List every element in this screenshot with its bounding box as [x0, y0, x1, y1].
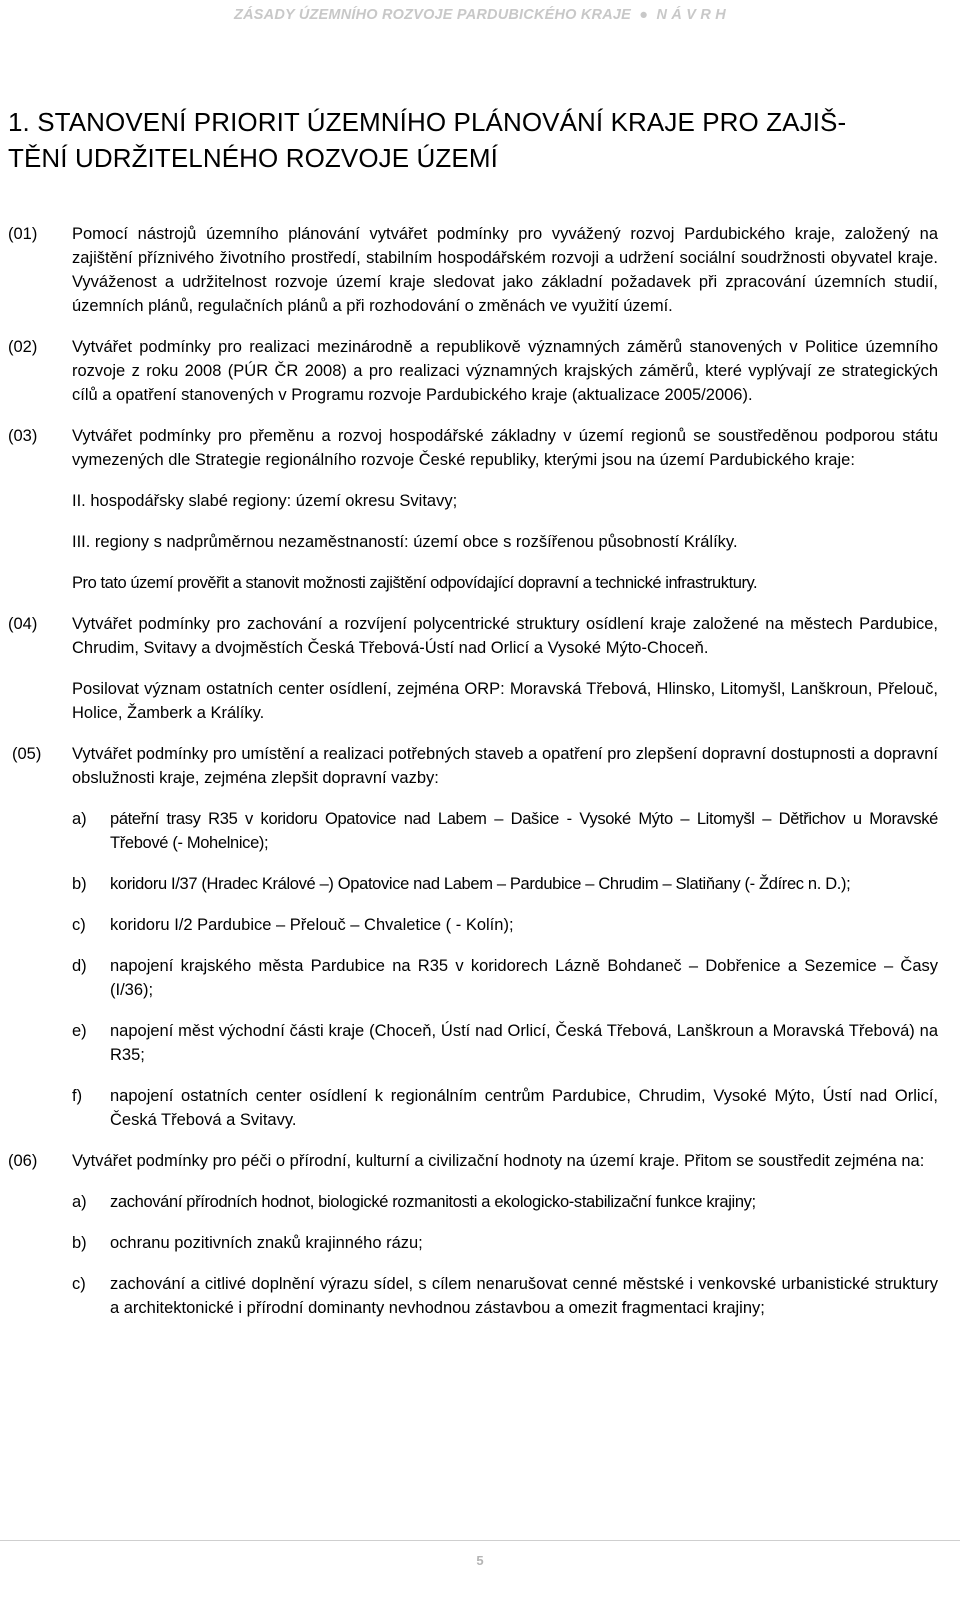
item-text: Vytvářet podmínky pro přeměnu a rozvoj hospodářské základny v území regionů se soustředěnou podporou státu vymezených dle Strategie regionálního rozvoje České republiky, kterými jsou na území Pardubického kraje: — [72, 427, 938, 469]
running-header — [0, 7, 960, 23]
chapter-title-line-2: TĚNÍ UDRŽITELNÉHO ROZVOJE ÚZEMÍ — [8, 143, 498, 173]
sub-item-letter: e) — [72, 1022, 87, 1040]
item-number: (03) — [8, 427, 38, 445]
sub-item-text: ochranu pozitivních znaků krajinného rázu; — [110, 1234, 423, 1252]
chapter-title — [8, 104, 928, 176]
sub-item-text: koridoru I/37 (Hradec Králové –) Opatovice nad Labem – Pardubice – Chrudim – Slatiňany (- Ždírec n. D.); — [110, 875, 851, 893]
item-number: (06) — [8, 1152, 38, 1170]
sub-item-f — [72, 1084, 938, 1132]
item-subline-infrastructure: Pro tato území prověřit a stanovit možnosti zajištění odpovídající dopravní a technické infrastruktury. — [72, 574, 758, 592]
sub-item-a — [72, 1190, 938, 1214]
sub-item-text: napojení měst východní části kraje (Choceň, Ústí nad Orlicí, Česká Třebová, Lanškroun a Moravská Třebová) na R35; — [110, 1022, 938, 1064]
sub-item-e — [72, 1019, 938, 1067]
sub-item-d — [72, 954, 938, 1002]
sub-item-c — [72, 1272, 938, 1320]
item-text: Pomocí nástrojů územního plánování vytvářet podmínky pro vyvážený rozvoj Pardubického kraje, založený na zajištění příznivého životního prostředí, stabilním hospodářském rozvoji a udržení sociální soudržnosti obyvatel kraje. Vyváženost a udržitelnost rozvoje území kraje sledovat jako základní požadavek při zpracování územních studií, územních plánů, regulačních plánů a při rozhodování o změnách ve využití území. — [72, 225, 938, 315]
document-body — [0, 222, 960, 1320]
priority-item-03 — [0, 424, 960, 595]
footer-divider — [0, 1540, 960, 1541]
item-text-2: Posilovat význam ostatních center osídlení, zejména ORP: Moravská Třebová, Hlinsko, Litomyšl, Lanškroun, Přelouč, Holice, Žamberk a Králíky. — [72, 680, 938, 722]
sub-item-c — [72, 913, 938, 937]
sub-item-text: páteřní trasy R35 v koridoru Opatovice nad Labem – Dašice - Vysoké Mýto – Litomyšl – Dětřichov u Moravské Třebové (- Mohelnice); — [110, 810, 938, 852]
item-text: Vytvářet podmínky pro realizaci mezinárodně a republikově významných záměrů stanovených v Politice územního rozvoje z roku 2008 (PÚR ČR 2008) a pro realizaci významných krajských záměrů, které vyplývají ze strategických cílů a opatření stanovených v Programu rozvoje Pardubického kraje (aktualizace 2005/2006). — [72, 338, 938, 404]
item-number: (04) — [8, 615, 38, 633]
item-subline-region-ii: II. hospodářsky slabé regiony: území okresu Svitavy; — [72, 492, 458, 510]
sub-item-b — [72, 1231, 938, 1255]
chapter-title-line-1: 1. STANOVENÍ PRIORIT ÚZEMNÍHO PLÁNOVÁNÍ KRAJE PRO ZAJIŠ- — [8, 107, 847, 137]
priority-item-02 — [0, 335, 960, 407]
sub-item-text: napojení krajského města Pardubice na R35 v koridorech Lázně Bohdaneč – Dobřenice a Sezemice – Časy (I/36); — [110, 957, 938, 999]
sub-item-text: zachování přírodních hodnot, biologické rozmanitosti a ekologicko-stabilizační funkce krajiny; — [110, 1193, 756, 1211]
priority-item-05 — [0, 742, 960, 1132]
item-text: Vytvářet podmínky pro umístění a realizaci potřebných staveb a opatření pro zlepšení dopravní dostupnosti a dopravní obslužnosti kraje, zejména zlepšit dopravní vazby: — [72, 745, 938, 787]
item-text: Vytvářet podmínky pro zachování a rozvíjení polycentrické struktury osídlení kraje založené na městech Pardubice, Chrudim, Svitavy a dvojměstích Česká Třebová-Ústí nad Orlicí a Vysoké Mýto-Choceň. — [72, 615, 938, 657]
sub-item-b — [72, 872, 938, 896]
item-number: (05) — [12, 745, 42, 763]
document-title: ZÁSADY ÚZEMNÍHO ROZVOJE PARDUBICKÉHO KRAJE — [234, 7, 632, 23]
sub-item-letter: d) — [72, 957, 87, 975]
item-subline-region-iii: III. regiony s nadprůměrnou nezaměstnaností: území obce s rozšířenou působností Králíky. — [72, 533, 738, 551]
sub-item-letter: b) — [72, 875, 87, 893]
document-status: N Á V R H — [656, 7, 726, 23]
page-number: 5 — [476, 1553, 484, 1568]
priority-item-04 — [0, 612, 960, 725]
sub-item-a — [72, 807, 938, 855]
sub-item-letter: a) — [72, 810, 87, 828]
sub-item-letter: c) — [72, 916, 86, 934]
sub-item-letter: b) — [72, 1234, 87, 1252]
sub-item-letter: c) — [72, 1275, 86, 1293]
sub-item-letter: f) — [72, 1087, 83, 1105]
priority-item-01 — [0, 222, 960, 318]
sub-item-text: zachování a citlivé doplnění výrazu sídel, s cílem nenarušovat cenné městské i venkovské urbanistické struktury a architektonické i přírodní dominanty nevhodnou zástavbou a omezit fragmentaci krajiny; — [110, 1275, 938, 1317]
item-number: (02) — [8, 338, 38, 356]
bullet-icon: ● — [639, 7, 649, 23]
sub-item-letter: a) — [72, 1193, 87, 1211]
sub-item-text: koridoru I/2 Pardubice – Přelouč – Chvaletice ( - Kolín); — [110, 916, 514, 934]
priority-item-06 — [0, 1149, 960, 1320]
item-text: Vytvářet podmínky pro péči o přírodní, kulturní a civilizační hodnoty na území kraje. Přitom se soustředit zejména na: — [72, 1152, 925, 1170]
item-number: (01) — [8, 225, 38, 243]
sub-item-text: napojení ostatních center osídlení k regionálním centrům Pardubice, Chrudim, Vysoké Mýto, Ústí nad Orlicí, Česká Třebová a Svitavy. — [110, 1087, 938, 1129]
